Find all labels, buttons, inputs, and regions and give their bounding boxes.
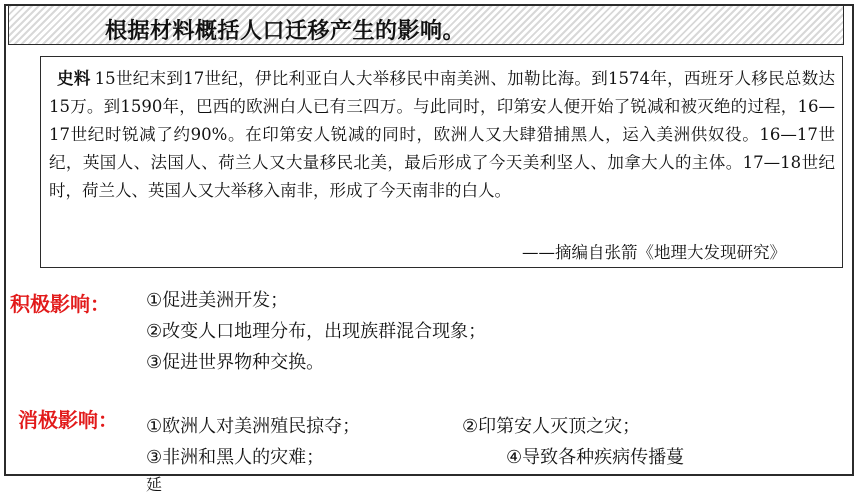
negative-impact-heading: 消极影响： [18, 408, 118, 432]
positive-item: ②改变人口地理分布，出现族群混合现象； [146, 321, 487, 342]
negative-item: ③非洲和黑人的灾难； [146, 447, 325, 468]
positive-item: ①促进美洲开发； [146, 290, 289, 311]
page-title: 根据材料概括人口迁移产生的影响。 [105, 19, 466, 44]
title-bar [8, 5, 844, 45]
negative-item: ①欧洲人对美洲殖民掠夺； [146, 416, 361, 437]
source-text: 15世纪末到17世纪，伊比利亚白人大举移民中南美洲、加勒比海。到1574年，西班牙人移民总数达15万。到1590年，巴西的欧洲白人已有三四万。与此同时，印第安人便开始了锐减和被灭绝的过程，16—17世纪时锐减了约90%。在印第安人锐减的同时，欧洲人又大肆猎捕黑人，运入美洲供奴役。16—17世纪，英国人、法国人、荷兰人又大量移民北美，最后形成了今天美利坚人、加拿大人的主体。17—18世纪时，荷兰人、英国人又大举移入南非，形成了今天南非的白人。 [49, 69, 836, 200]
negative-item: ④导致各种疾病传播蔓 [506, 447, 685, 468]
negative-item-overflow: 延 [146, 475, 163, 494]
positive-item: ③促进世界物种交换。 [146, 352, 325, 373]
source-label: 史料 [57, 69, 91, 88]
source-material-box [40, 56, 843, 268]
negative-item: ②印第安人灭顶之灾； [462, 416, 641, 437]
positive-impact-heading: 积极影响： [10, 292, 110, 316]
source-citation: ——摘编自张箭《地理大发现研究》 [522, 243, 786, 262]
source-body [49, 65, 835, 205]
